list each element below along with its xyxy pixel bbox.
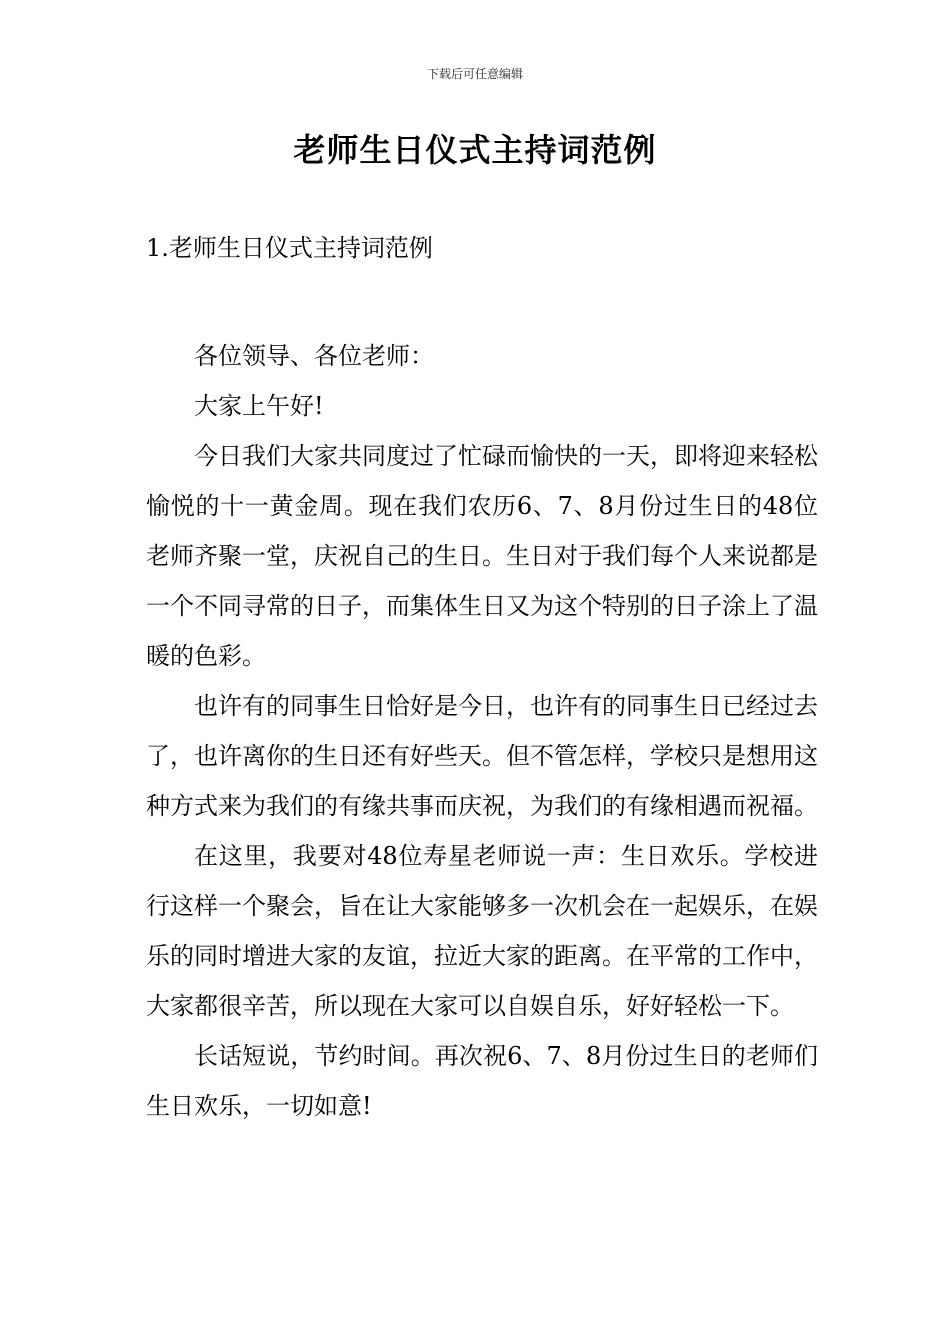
paragraph-closing: 长话短说，节约时间。再次祝6、7、8月份过生日的老师们生日欢乐，一切如意! — [146, 1042, 818, 1120]
paragraph-wishes: 在这里，我要对48位寿星老师说一声：生日欢乐。学校进行这样一个聚会，旨在让大家能够多一次机会在一起娱乐，在娱乐的同时增进大家的友谊，拉近大家的距离。在平常的工作中，大家都很辛苦，所以现在大家可以自娱自乐，好好轻松一下。 — [146, 842, 818, 1020]
document-body — [146, 331, 818, 1131]
section-heading: 1.老师生日仪式主持词范例 — [146, 234, 433, 262]
paragraph-greeting: 大家上午好! — [194, 392, 324, 420]
paragraph-intro: 今日我们大家共同度过了忙碌而愉快的一天，即将迎来轻松愉悦的十一黄金周。现在我们农历6、7、8月份过生日的48位老师齐聚一堂，庆祝自己的生日。生日对于我们每个人来说都是一个不同寻常的日子，而集体生日又为这个特别的日子涂上了温暖的色彩。 — [146, 442, 818, 670]
paragraph-colleagues: 也许有的同事生日恰好是今日，也许有的同事生日已经过去了，也许离你的生日还有好些天。但不管怎样，学校只是想用这种方式来为我们的有缘共事而庆祝，为我们的有缘相遇而祝福。 — [146, 692, 818, 820]
document-title: 老师生日仪式主持词范例 — [293, 131, 657, 169]
header-note: 下载后可任意编辑 — [426, 67, 523, 81]
paragraph-salutation: 各位领导、各位老师： — [194, 342, 434, 370]
